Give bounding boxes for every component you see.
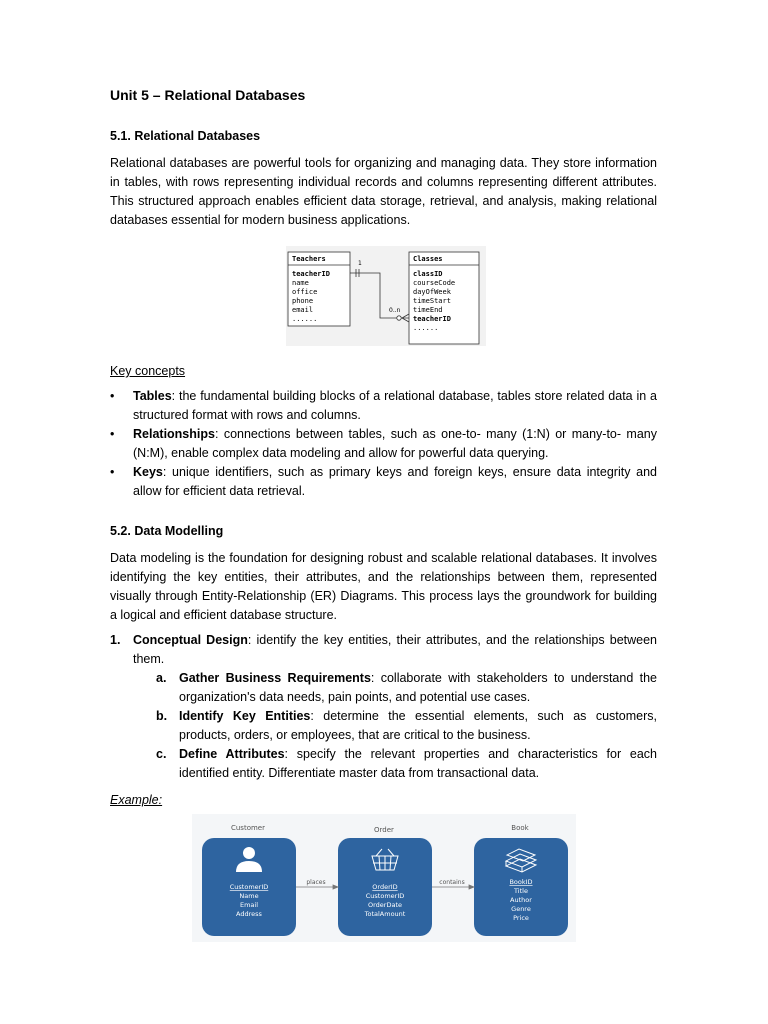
classes-field: teacherID — [413, 315, 451, 323]
er-diagram-svg — [192, 814, 576, 942]
teachers-field: email — [292, 306, 314, 314]
substep-item — [156, 669, 657, 707]
teachers-table-name: Teachers — [292, 255, 326, 263]
document-page — [110, 86, 657, 944]
unit-title: Unit 5 – Relational Databases — [110, 87, 306, 103]
substep-letter: a. — [156, 671, 167, 685]
concept-term: Keys — [133, 465, 163, 479]
relation-label: places — [306, 879, 326, 886]
concept-term: Tables — [133, 389, 172, 403]
cardinality-many: 0..n — [389, 307, 401, 314]
example-heading: Example: — [110, 793, 163, 807]
entity-attribute: Price — [513, 914, 529, 922]
key-concepts-heading: Key concepts — [110, 364, 186, 378]
relationship-diagram-svg — [286, 246, 486, 346]
entity-title: Order — [374, 826, 394, 834]
teachers-field: name — [292, 279, 309, 287]
section-1-paragraph: Relational databases are powerful tools for organizing and managing data. They store information in tables, with rows representing individual records and columns representing different attributes. This structured approach enables efficient data storage, retrieval, and analysis, making relational databases essential for modern business applications. — [110, 156, 657, 227]
step-item — [110, 631, 657, 783]
classes-field: classID — [413, 270, 443, 278]
teachers-field: teacherID — [292, 270, 330, 278]
entity-title: Customer — [230, 824, 266, 832]
entity-attribute: TotalAmount — [364, 910, 406, 918]
section-2-paragraph: Data modeling is the foundation for designing robust and scalable relational databases. It involves identifying the key entities, their attributes, and the relationships between them, represented visually through Entity-Relationship (ER) Diagrams. This process lays the groundwork for building a logical and efficient database structure. — [110, 551, 657, 622]
step-term: Conceptual Design — [133, 633, 248, 647]
substep-term: Gather Business Requirements — [179, 671, 371, 685]
entity-key: CustomerID — [229, 883, 269, 891]
entity-attribute: OrderDate — [367, 901, 403, 909]
teachers-field: office — [292, 288, 318, 296]
substep-text: : determine the essential elements, such as customers, products, orders, or employees, that are critical to the business. — [179, 709, 657, 742]
key-concepts-list — [110, 387, 657, 501]
steps-list — [110, 631, 657, 783]
substep-letter: c. — [156, 747, 167, 761]
section-1-title: 5.1. Relational Databases — [110, 129, 261, 143]
list-item — [110, 463, 657, 501]
list-item — [110, 387, 657, 425]
substep-term: Identify Key Entities — [179, 709, 311, 723]
concept-text: : connections between tables, such as one-to- many (1:N) or many-to- many (N:M), enable complex data modeling and allow for powerful data querying. — [133, 427, 657, 460]
bullet-icon: • — [110, 427, 115, 441]
teachers-classes-diagram — [110, 246, 657, 356]
classes-field: timeEnd — [413, 306, 443, 314]
substep-text: : specify the relevant properties and characteristics for each identified entity. Differentiate master data from transactional data. — [179, 747, 657, 780]
teachers-field: phone — [292, 297, 314, 305]
entity-attribute: Author — [510, 896, 532, 904]
entity-attribute: Address — [236, 910, 262, 918]
entity-attribute: CustomerID — [365, 892, 405, 900]
entity-attribute: Name — [239, 892, 259, 900]
entity-key: OrderID — [372, 883, 398, 891]
entity-attribute: Title — [514, 887, 528, 895]
classes-field: dayOfWeek — [413, 288, 451, 296]
entity-attribute: Genre — [511, 905, 531, 913]
classes-field: ...... — [413, 324, 439, 332]
concept-text: : the fundamental building blocks of a relational database, tables store related data in a structured format with rows and columns. — [133, 389, 657, 422]
substep-text: : collaborate with stakeholders to understand the organization's data needs, pain points, and potential use cases. — [179, 671, 658, 704]
substep-term: Define Attributes — [179, 747, 285, 761]
list-item — [110, 425, 657, 463]
step-number: 1. — [110, 633, 121, 647]
er-example-diagram — [110, 814, 657, 944]
entity-title: Book — [511, 824, 529, 832]
bullet-icon: • — [110, 389, 115, 403]
teachers-field: ...... — [292, 315, 318, 323]
relation-label: contains — [439, 879, 465, 886]
substep-item — [156, 707, 657, 745]
classes-field: timeStart — [413, 297, 451, 305]
cardinality-one: 1 — [358, 260, 362, 267]
concept-text: : unique identifiers, such as primary keys and foreign keys, ensure data integrity and allow for efficient data retrieval. — [133, 465, 657, 498]
step-text: : identify the key entities, their attributes, and the relationships between them. — [133, 633, 657, 666]
substep-letter: b. — [156, 709, 168, 723]
entity-attribute: Email — [239, 901, 259, 909]
substep-item — [156, 745, 657, 783]
bullet-icon: • — [110, 465, 115, 479]
classes-field: courseCode — [413, 279, 456, 287]
entity-key: BookID — [509, 878, 533, 886]
concept-term: Relationships — [133, 427, 215, 441]
substeps-list — [110, 669, 657, 783]
section-2-title: 5.2. Data Modelling — [110, 524, 224, 538]
classes-table-name: Classes — [413, 255, 443, 263]
